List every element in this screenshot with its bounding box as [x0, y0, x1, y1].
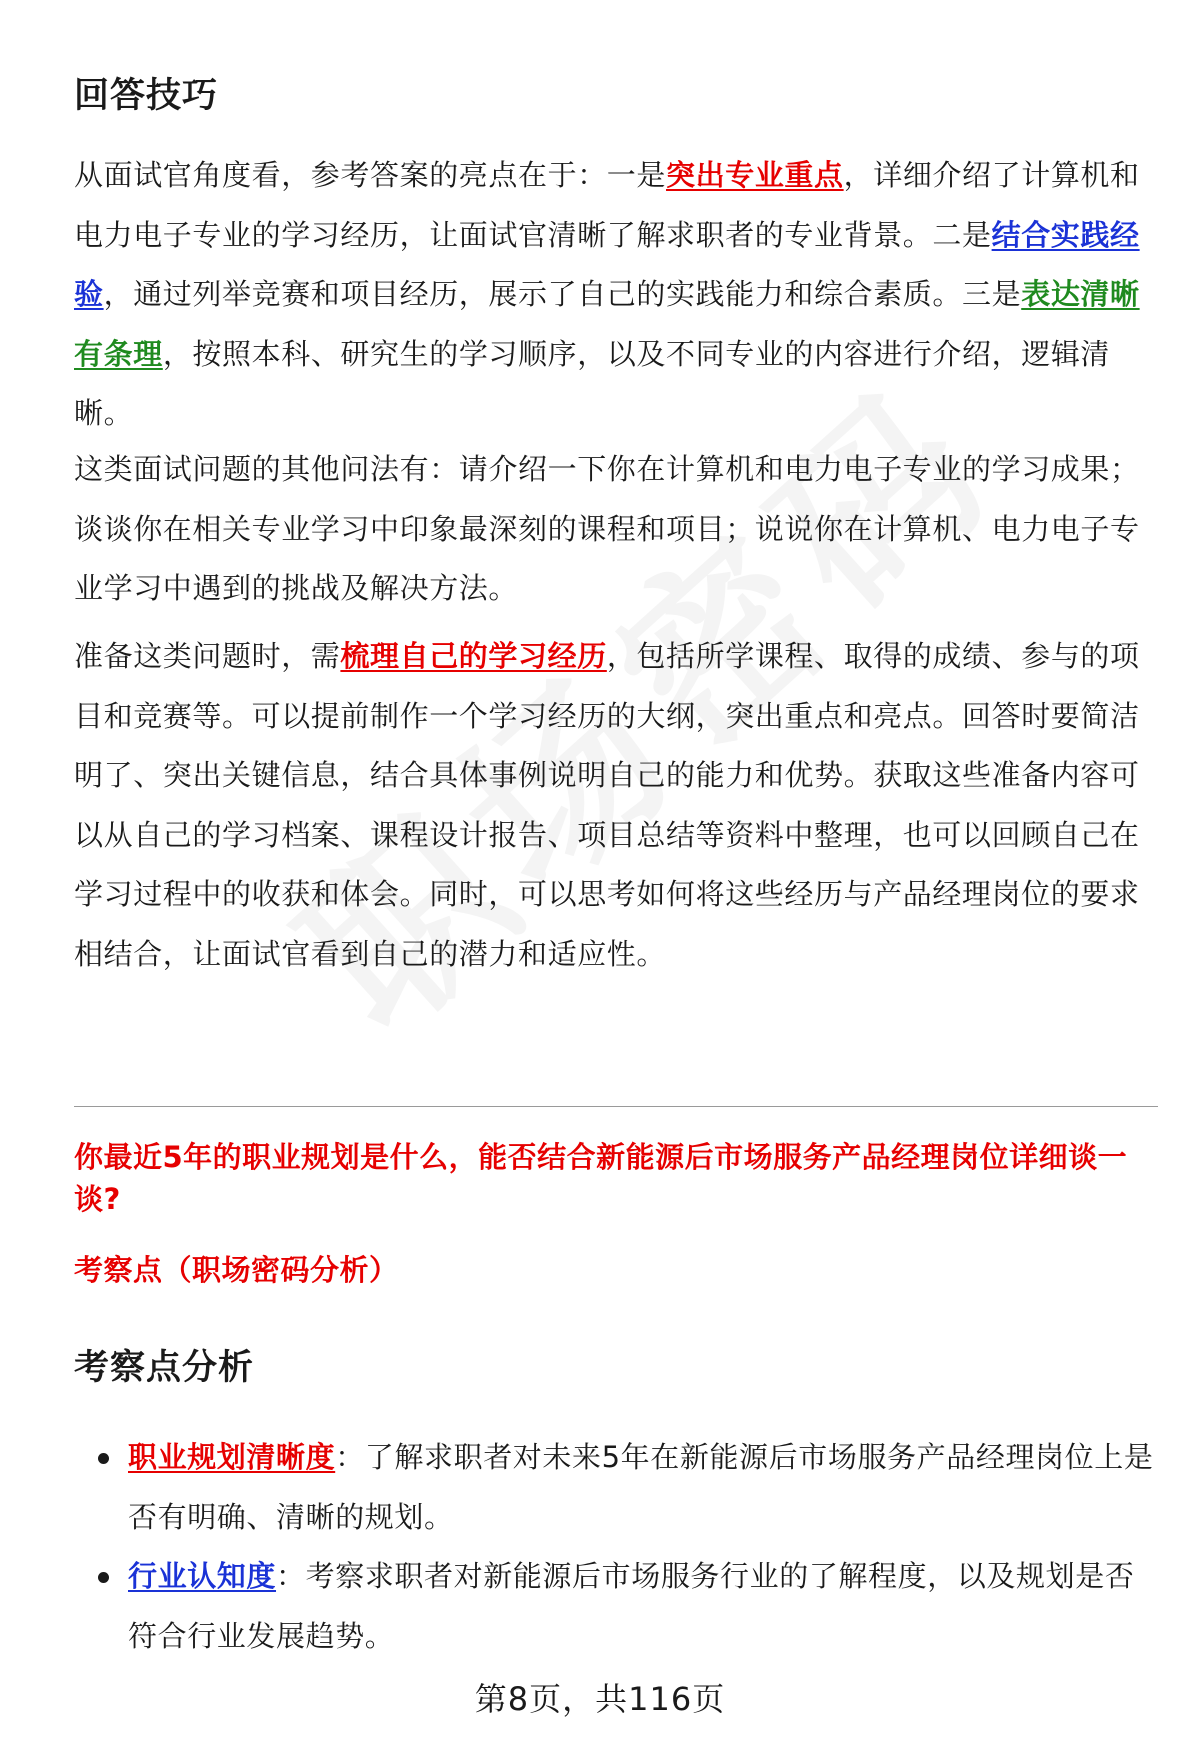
- bullet-icon: [98, 1453, 109, 1464]
- item-label: 行业认知度: [128, 1559, 277, 1593]
- interview-question: 你最近5年的职业规划是什么，能否结合新能源后市场服务产品经理岗位详细谈一谈?: [74, 1140, 1128, 1216]
- list-item: [74, 1547, 1158, 1666]
- para3-text-1: 准备这类问题时，需: [74, 639, 341, 673]
- highlight-review-learning: 梳理自己的学习经历: [340, 639, 607, 673]
- list-item: [74, 1428, 1158, 1547]
- bullet-icon: [98, 1572, 109, 1583]
- para1-text-2: ，详细介绍了计算机和电力电子专业的学习经历，让面试官清晰了解求职者的专业背景。二是: [74, 158, 1140, 252]
- divider: [74, 1106, 1158, 1107]
- paragraph-highlights: [74, 146, 1158, 444]
- para1-text-4: ，按照本科、研究生的学习顺序，以及不同专业的内容进行介绍，逻辑清晰。: [74, 336, 1111, 430]
- section-heading-answer-tips: 回答技巧: [74, 76, 219, 116]
- item-text: ：考察求职者对新能源后市场服务行业的了解程度，以及规划是否符合行业发展趋势。: [128, 1559, 1135, 1653]
- item-text: ：了解求职者对未来5年在新能源后市场服务产品经理岗位上是否有明确、清晰的规划。: [128, 1440, 1154, 1534]
- para1-text-3: ，通过列举竞赛和项目经历，展示了自己的实践能力和综合素质。三是: [103, 277, 1022, 311]
- highlight-professional-focus: 突出专业重点: [666, 158, 844, 192]
- paragraph-alternative-questions: 这类面试问题的其他问法有：请介绍一下你在计算机和电力电子专业的学习成果；谈谈你在相关专业学习中印象最深刻的课程和项目；说说你在计算机、电力电子专业学习中遇到的挑战及解决方法。: [74, 452, 1140, 605]
- paragraph-preparation: [74, 627, 1158, 984]
- page-number: 第8页，共116页: [474, 1680, 726, 1718]
- item-label: 职业规划清晰度: [128, 1440, 336, 1474]
- highlight-practical-experience: 结合实践经验: [74, 217, 1140, 311]
- analysis-list: [74, 1428, 1158, 1666]
- para3-text-2: ，包括所学课程、取得的成绩、参与的项目和竞赛等。可以提前制作一个学习经历的大纲，突出重点和亮点。回答时要简洁明了、突出关键信息，结合具体事例说明自己的能力和优势。获取这些准备内容可以从自己的学习档案、课程设计报告、项目总结等资料中整理，也可以回顾自己在学习过程中的收获和体会。同时，可以思考如何将这些经历与产品经理岗位的要求相结合，让面试官看到自己的潜力和适应性。: [74, 639, 1140, 971]
- section-heading-analysis: 考察点分析: [74, 1348, 255, 1388]
- kaochadian-label: 考察点（职场密码分析）: [74, 1253, 399, 1287]
- para1-text-1: 从面试官角度看，参考答案的亮点在于：一是: [74, 158, 667, 192]
- highlight-clear-expression: 表达清晰有条理: [74, 277, 1140, 371]
